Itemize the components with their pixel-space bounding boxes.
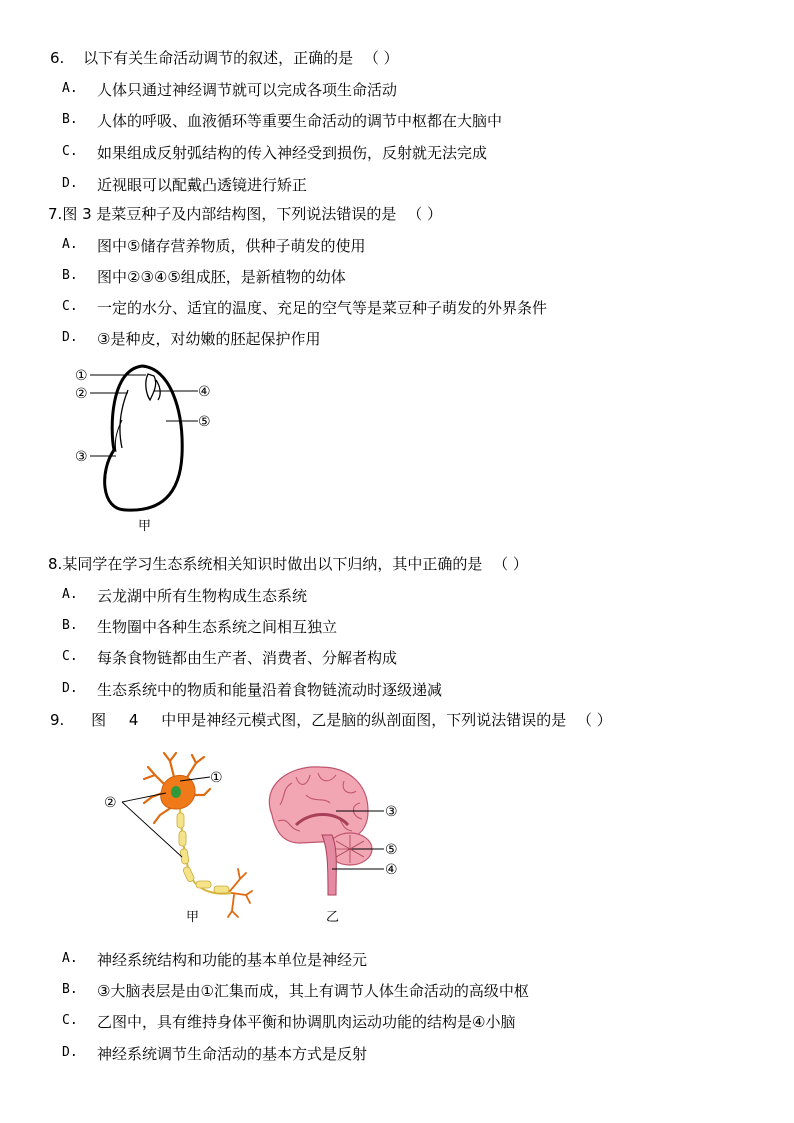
q8-answer-blank: （ ） [493,555,528,573]
seed-label-2: ② [75,386,88,402]
q7-answer-blank: （ ） [407,205,442,223]
seed-label-4: ④ [198,384,211,400]
q7-stem: 图 3 是菜豆种子及内部结构图，下列说法错误的是 [62,205,397,223]
q7-number: 7. [48,205,63,223]
myelin-segment [196,881,211,888]
brain-label-4: ④ [385,862,398,878]
q6-stem: 以下有关生命活动调节的叙述，正确的是 [83,49,354,67]
q9-number: 9. [50,711,65,729]
neuron-diagram [104,753,252,925]
q7-stem-line [48,204,442,224]
q8-stem: 某同学在学习生态系统相关知识时做出以下归纳，其中正确的是 [62,555,483,573]
neuron-brain-figure [100,745,420,930]
myelin-segment [177,813,184,828]
neuron-label-1: ① [210,770,223,786]
cerebrum [269,767,368,843]
q9-stem-word-1: 图 [91,711,107,729]
q6-stem-line [50,48,399,68]
q8-stem-line [48,554,528,574]
q9-stem-word-2: 4 [128,711,139,729]
brain-label-5: ⑤ [385,842,398,858]
neuron-nucleus [171,786,181,798]
myelin-segment [179,831,186,846]
axon-terminals [228,869,252,917]
seed-label-1: ① [75,368,88,384]
q6-answer-blank: （ ） [363,49,399,67]
brain-diagram [269,767,397,925]
brainstem [322,835,336,895]
brain-figure-caption: 乙 [326,910,340,925]
neuron-label-2: ② [104,795,117,811]
myelin-segment [214,886,229,893]
neuron-figure-caption: 甲 [186,910,200,925]
q9-answer-blank: （ ） [577,711,612,729]
seed-label-3: ③ [75,449,88,465]
q8-number: 8. [48,555,63,573]
myelin-segment [182,866,195,883]
q6-number: 6. [50,49,65,67]
q9-stem: 中甲是神经元模式图，乙是脑的纵剖面图，下列说法错误的是 [161,711,567,729]
q9-stem-line [50,710,612,730]
bean-seed-figure [70,360,230,535]
seed-label-5: ⑤ [198,414,211,430]
seed-figure-caption: 甲 [138,519,152,534]
brain-label-3: ③ [385,804,398,820]
